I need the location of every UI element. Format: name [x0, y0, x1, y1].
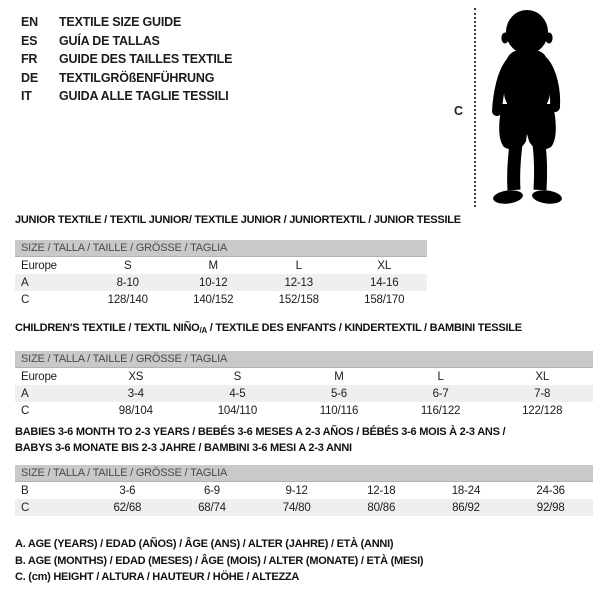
table-row	[15, 385, 593, 402]
cell: 110/116	[319, 404, 359, 417]
row-label: C	[21, 501, 30, 514]
toddler-silhouette-icon	[486, 8, 570, 208]
cell: 92/98	[536, 501, 565, 514]
section-title-line1: BABIES 3-6 MONTH TO 2-3 YEARS / BEBÉS 3-6 MESES A 2-3 AÑOS / BÉBÉS 3-6 MOIS À 2-3 ANS /	[15, 426, 506, 438]
cell: 140/152	[193, 293, 234, 306]
lang-row-de	[21, 69, 232, 88]
lang-code: FR	[21, 52, 38, 67]
cell: 6-7	[432, 387, 449, 400]
lang-label: GUÍA DE TALLAS	[59, 33, 160, 48]
lang-label: TEXTILGRÖßENFÜHRUNG	[59, 70, 215, 85]
babies-size-table	[15, 482, 593, 516]
size-header-bar: SIZE / TALLA / TAILLE / GRÖSSE / TAGLIA	[15, 351, 593, 368]
cell: XL	[377, 259, 392, 272]
table-row	[15, 257, 427, 274]
lang-row-es	[21, 32, 232, 51]
lang-label: TEXTILE SIZE GUIDE	[59, 15, 182, 29]
table-row	[15, 291, 427, 308]
figure-label-c: C	[454, 104, 464, 118]
footnote-b: B. AGE (MONTHS) / EDAD (MESES) / ÂGE (MOIS) / ALTER (MONATE) / ETÀ (MESI)	[15, 554, 424, 567]
cell: 18-24	[451, 484, 481, 497]
section-title-block	[15, 424, 593, 456]
section-junior-textile	[15, 212, 461, 308]
title-text: / TEXTILE DES ENFANTS / KINDERTEXTIL / BAMBINI TESSILE	[206, 322, 522, 334]
title-text: CHILDREN'S TEXTILE / TEXTIL NIÑO	[15, 322, 200, 334]
cell: 62/68	[113, 501, 142, 514]
height-dotted-line	[474, 8, 476, 207]
lang-row-fr	[21, 50, 232, 69]
size-header-bar: SIZE / TALLA / TAILLE / GRÖSSE / TAGLIA	[15, 465, 593, 482]
cell: 8-10	[116, 276, 139, 289]
cell: 24-36	[536, 484, 565, 497]
cell: 4-5	[229, 387, 246, 400]
cell: 104/110	[217, 404, 258, 417]
cell: L	[437, 370, 444, 383]
section-babies-textile	[15, 424, 593, 516]
table-row	[15, 274, 427, 291]
cell: 12-18	[367, 484, 396, 497]
lang-code: EN	[21, 15, 38, 29]
footnotes	[15, 536, 423, 586]
row-label: C	[21, 404, 30, 417]
children-size-table	[15, 368, 593, 419]
cell: 158/170	[364, 293, 405, 306]
footnote-a: A. AGE (YEARS) / EDAD (AÑOS) / ÂGE (ANS) / ALTER (JAHRE) / ETÀ (ANNI)	[15, 538, 394, 550]
figure-area	[440, 0, 600, 215]
cell: 116/122	[420, 404, 461, 417]
cell: S	[233, 370, 242, 383]
lang-code: ES	[21, 33, 38, 48]
language-header	[21, 13, 232, 106]
cell: 128/140	[107, 293, 148, 306]
table-row	[15, 482, 593, 499]
row-label: A	[21, 276, 29, 289]
cell: S	[124, 259, 132, 272]
footnote-c: C. (cm) HEIGHT / ALTURA / HAUTEUR / HÖHE / ALTEZZA	[15, 571, 300, 584]
row-label: Europe	[21, 259, 57, 272]
section-title: JUNIOR TEXTILE / TEXTIL JUNIOR/ TEXTILE JUNIOR / JUNIORTEXTIL / JUNIOR TESSILE	[15, 214, 461, 226]
cell: 12-13	[284, 276, 313, 289]
lang-code: IT	[21, 89, 32, 104]
row-label: C	[21, 293, 30, 306]
lang-code: DE	[21, 70, 38, 85]
lang-label: GUIDA ALLE TAGLIE TESSILI	[59, 89, 229, 104]
section-title	[15, 320, 593, 339]
cell: 152/158	[278, 293, 319, 306]
section-title-line2: BABYS 3-6 MONATE BIS 2-3 JAHRE / BAMBINI 3-6 MESI A 2-3 ANNI	[15, 442, 352, 454]
junior-size-table	[15, 257, 427, 308]
lang-row-it	[21, 87, 232, 106]
size-header-bar: SIZE / TALLA / TAILLE / GRÖSSE / TAGLIA	[15, 240, 427, 257]
cell: 98/104	[118, 404, 153, 417]
cell: 74/80	[282, 501, 311, 514]
row-label: B	[21, 484, 29, 497]
table-row	[15, 499, 593, 516]
cell: 122/128	[522, 404, 563, 417]
cell: 10-12	[199, 276, 228, 289]
cell: 14-16	[370, 276, 399, 289]
row-label: A	[21, 387, 29, 400]
table-row	[15, 368, 593, 385]
table-row	[15, 402, 593, 419]
cell: M	[208, 259, 218, 272]
lang-row-en	[21, 13, 232, 32]
cell: 6-9	[203, 484, 220, 497]
row-label: Europe	[21, 370, 57, 383]
cell: 9-12	[285, 484, 308, 497]
cell: 68/74	[198, 501, 226, 514]
cell: L	[295, 259, 302, 272]
cell: 7-8	[534, 387, 551, 400]
cell: 80/86	[367, 501, 396, 514]
cell: M	[334, 370, 344, 383]
section-children-textile	[15, 320, 593, 419]
title-subscript: /A	[199, 326, 207, 335]
cell: XL	[535, 370, 550, 383]
cell: 3-6	[119, 484, 136, 497]
cell: 5-6	[330, 387, 347, 400]
cell: 86/92	[452, 501, 480, 514]
lang-label: GUIDE DES TAILLES TEXTILE	[59, 52, 233, 67]
cell: XS	[128, 370, 144, 383]
cell: 3-4	[127, 387, 144, 400]
